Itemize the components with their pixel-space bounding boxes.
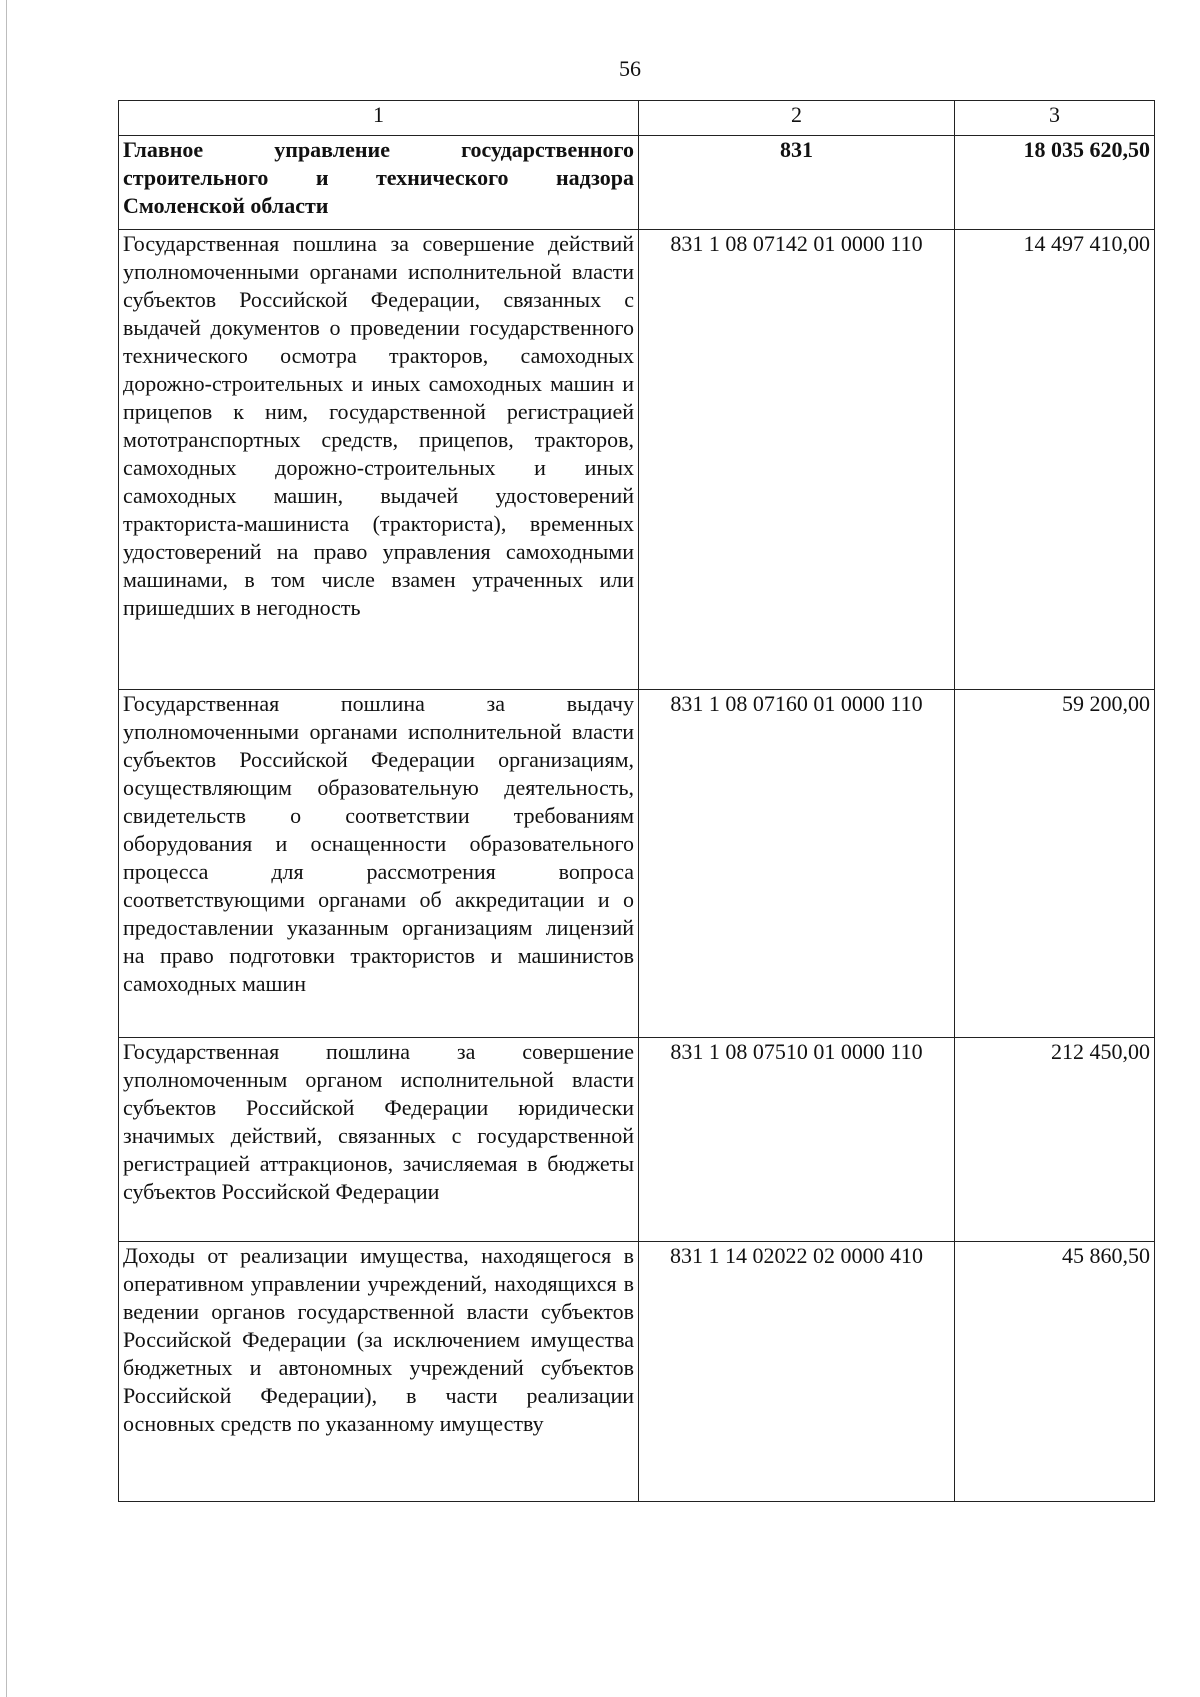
table-row [119, 136, 1155, 230]
table-header-row [119, 101, 1155, 136]
row-description: Государственная пошлина за выдачу уполномоченными органами исполнительной власти субъектов Российской Федерации организациям, осуществляющим образовательную деятельность, свидетельств о соответствии требованиям оборудования и оснащенности образовательного процесса для рассмотрения вопроса соответствующими органами об аккредитации и о предоставлении указанным организациям лицензий на право подготовки трактористов и машинистов самоходных машин [119, 690, 639, 1038]
row-description: Доходы от реализации имущества, находящегося в оперативном управлении учреждений, находящихся в ведении органов государственной власти субъектов Российской Федерации (за исключением имущества бюджетных и автономных учреждений субъектов Российской Федерации), в части реализации основных средств по указанному имуществу [119, 1242, 639, 1502]
table-row [119, 230, 1155, 690]
row-amount: 18 035 620,50 [955, 136, 1155, 230]
table-row [119, 690, 1155, 1038]
row-description: Государственная пошлина за совершение действий уполномоченными органами исполнительной власти субъектов Российской Федерации, связанных с выдачей документов о проведении государственного технического осмотра тракторов, самоходных дорожно-строительных и иных самоходных машин и прицепов к ним, государственной регистрацией мототранспортных средств, прицепов, тракторов, самоходных дорожно-строительных и иных самоходных машин, выдачей удостоверений тракториста-машиниста (тракториста), временных удостоверений на право управления самоходными машинами, в том числе взамен утраченных или пришедших в негодность [119, 230, 639, 690]
row-code: 831 1 08 07142 01 0000 110 [639, 230, 955, 690]
column-header-1: 1 [119, 101, 639, 136]
revenue-table [118, 100, 1155, 1502]
row-code: 831 1 08 07510 01 0000 110 [639, 1038, 955, 1242]
table-row [119, 1038, 1155, 1242]
row-code: 831 [639, 136, 955, 230]
row-code: 831 1 14 02022 02 0000 410 [639, 1242, 955, 1502]
page-number: 56 [619, 56, 641, 81]
row-amount: 45 860,50 [955, 1242, 1155, 1502]
row-code: 831 1 08 07160 01 0000 110 [639, 690, 955, 1038]
row-amount: 212 450,00 [955, 1038, 1155, 1242]
row-description: Государственная пошлина за совершение уполномоченным органом исполнительной власти субъектов Российской Федерации юридически значимых действий, связанных с государственной регистрацией аттракционов, зачисляемая в бюджеты субъектов Российской Федерации [119, 1038, 639, 1242]
row-amount: 59 200,00 [955, 690, 1155, 1038]
table-row [119, 1242, 1155, 1502]
column-header-2: 2 [639, 101, 955, 136]
row-amount: 14 497 410,00 [955, 230, 1155, 690]
column-header-3: 3 [955, 101, 1155, 136]
row-description: Главное управление государственного строительного и технического надзора Смоленской области [119, 136, 639, 230]
page-margin-line [6, 0, 7, 1697]
